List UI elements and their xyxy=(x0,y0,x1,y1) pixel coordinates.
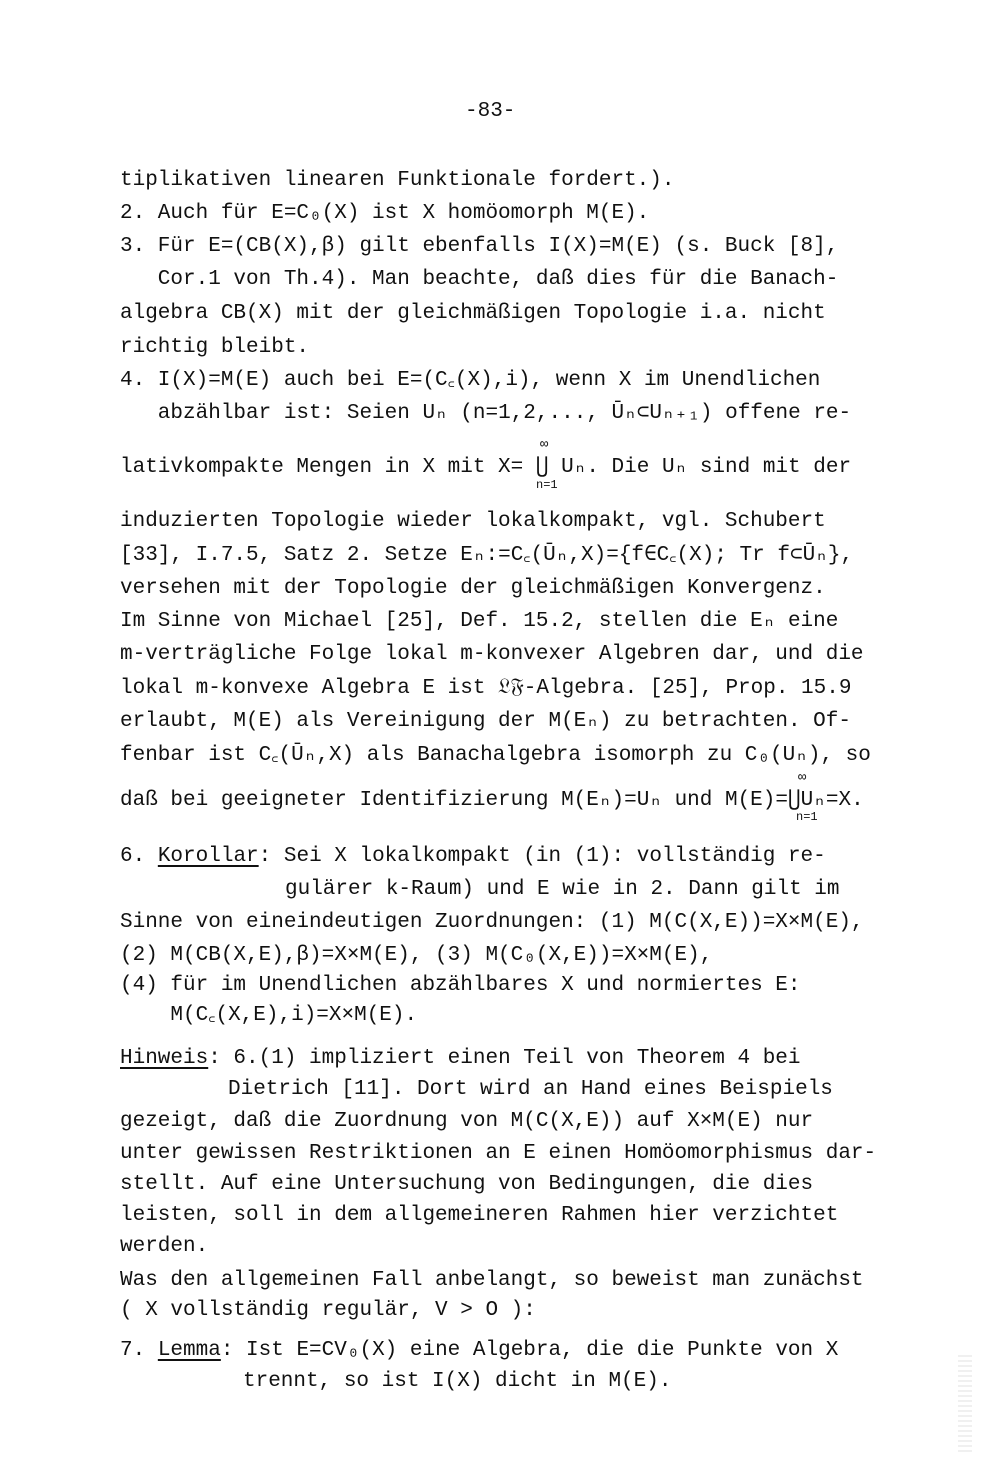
text-line: 3. Für E=(CB(X),β) gilt ebenfalls I(X)=M(E) (s. Buck [8], xyxy=(120,235,839,258)
sum-upper-limit: ∞ xyxy=(540,437,549,453)
lemma-text: : Ist E=CV₀(X) eine Algebra, die die Punkte von X xyxy=(220,1339,839,1362)
text-line: Im Sinne von Michael [25], Def. 15.2, stellen die Eₙ eine xyxy=(120,610,839,633)
text-line: 2. Auch für E=C₀(X) ist X homöomorph M(E). xyxy=(120,202,650,225)
text-line: M(C꜀(X,E),i)=X×M(E). xyxy=(120,1004,418,1027)
page-number: -83- xyxy=(465,100,516,123)
text-line: unter gewissen Restriktionen an E einen Homöomorphismus dar- xyxy=(120,1142,877,1165)
text-line: algebra CB(X) mit der gleichmäßigen Topologie i.a. nicht xyxy=(120,302,826,325)
text-line: Sinne von eineindeutigen Zuordnungen: (1) M(C(X,E))=X×M(E), xyxy=(120,911,864,934)
hinweis-text: : 6.(1) impliziert einen Teil von Theorem 4 bei xyxy=(208,1047,801,1070)
text-line: Cor.1 von Th.4). Man beachte, daß dies für die Banach- xyxy=(120,268,839,291)
text-line: erlaubt, M(E) als Vereinigung der M(Eₙ) zu betrachten. Of- xyxy=(120,710,851,733)
text-line: Dietrich [11]. Dort wird an Hand eines Beispiels xyxy=(228,1078,833,1101)
sum-lower-limit: n=1 xyxy=(536,478,558,492)
sum-upper-limit: ∞ xyxy=(798,770,807,786)
corollary-label: Korollar xyxy=(157,845,259,868)
text-line: leisten, soll in dem allgemeineren Rahmen hier verzichtet xyxy=(120,1204,839,1227)
corollary-text: : Sei X lokalkompakt (in (1): vollständig re- xyxy=(258,845,826,868)
corollary-heading xyxy=(120,846,826,867)
text-line: lativkompakte Mengen in X mit X= ⋃ Uₙ. Die Uₙ sind mit der xyxy=(120,456,852,479)
text-line: lokal m-konvexe Algebra E ist 𝔏𝔉-Algebra. [25], Prop. 15.9 xyxy=(120,677,852,700)
lemma-heading xyxy=(120,1340,838,1361)
text-line: Was den allgemeinen Fall anbelangt, so beweist man zunächst xyxy=(120,1269,864,1292)
hinweis-label: Hinweis xyxy=(120,1047,209,1070)
text-line: induzierten Topologie wieder lokalkompakt, vgl. Schubert xyxy=(120,510,826,533)
text-line: stellt. Auf eine Untersuchung von Bedingungen, die dies xyxy=(120,1173,814,1196)
text-line: richtig bleibt. xyxy=(120,336,310,359)
text-line: versehen mit der Topologie der gleichmäßigen Konvergenz. xyxy=(120,577,826,600)
scan-margin-mark xyxy=(958,1355,972,1455)
text-line: daß bei geeigneter Identifizierung M(Eₙ)=Uₙ und M(E)=⋃Uₙ=X. xyxy=(120,789,864,812)
text-line: abzählbar ist: Seien Uₙ (n=1,2,..., Ūₙ⊂Uₙ₊₁) offene re- xyxy=(120,402,852,425)
text-line: (4) für im Unendlichen abzählbares X und normiertes E: xyxy=(120,974,801,997)
text-line: ( X vollständig regulär, V > O ): xyxy=(120,1299,536,1322)
text-line: [33], I.7.5, Satz 2. Setze Eₙ:=C꜀(Ūₙ,X)={f∈C꜀(X); Tr f⊂Ūₙ}, xyxy=(120,544,854,567)
text-line: werden. xyxy=(120,1235,209,1258)
text-line: fenbar ist C꜀(Ūₙ,X) als Banachalgebra isomorph zu C₀(Uₙ), so xyxy=(120,744,871,767)
text-line: gulärer k-Raum) und E wie in 2. Dann gilt im xyxy=(285,878,840,901)
corollary-number: 6. xyxy=(120,845,146,868)
text-line: m-verträgliche Folge lokal m-konvexer Algebren dar, und die xyxy=(120,643,864,666)
text-line: gezeigt, daß die Zuordnung von M(C(X,E)) auf X×M(E) nur xyxy=(120,1110,814,1133)
text-line: (2) M(CB(X,E),β)=X×M(E), (3) M(C₀(X,E))=X×M(E), xyxy=(120,944,713,967)
lemma-label: Lemma xyxy=(157,1339,221,1362)
text-line: tiplikativen linearen Funktionale fordert.). xyxy=(120,169,675,192)
sum-lower-limit: n=1 xyxy=(796,810,818,824)
lemma-number: 7. xyxy=(120,1339,146,1362)
text-line: trennt, so ist I(X) dicht in M(E). xyxy=(243,1370,672,1393)
text-line: 4. I(X)=M(E) auch bei E=(C꜀(X),i), wenn X im Unendlichen xyxy=(120,369,821,392)
hinweis-heading xyxy=(120,1048,801,1069)
